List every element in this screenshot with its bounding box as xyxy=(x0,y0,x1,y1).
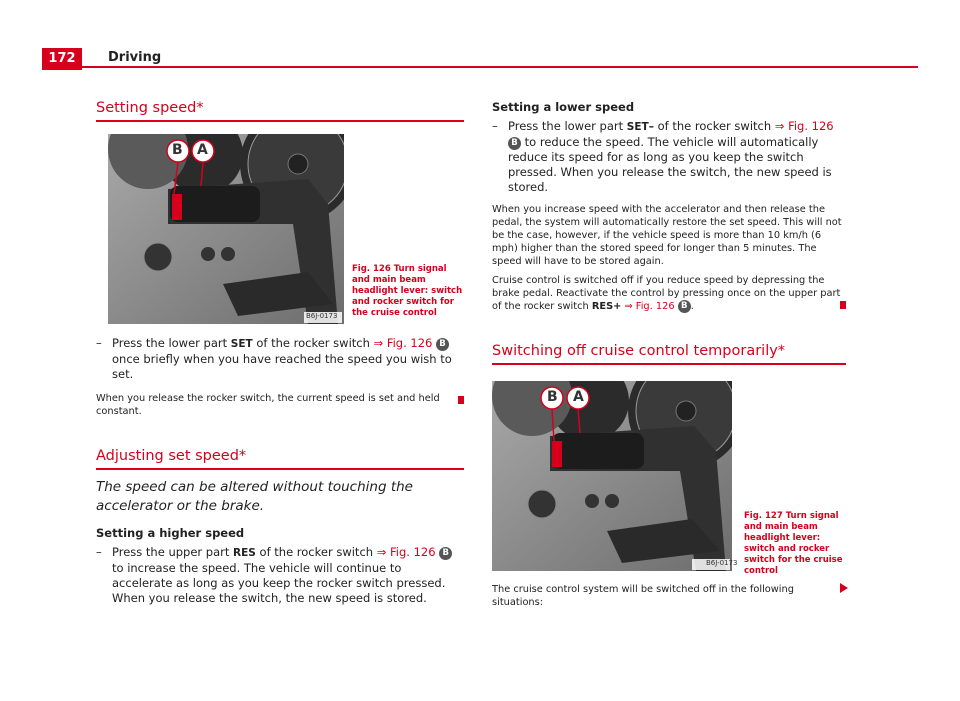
key-set: SET xyxy=(230,338,253,350)
step-text: once briefly when you have reached the speed you wish to set. xyxy=(112,352,452,381)
subhead-lower-speed: Setting a lower speed xyxy=(492,100,635,114)
para-text: . xyxy=(690,301,694,312)
figure-127 xyxy=(492,381,846,576)
callout-badge: B xyxy=(508,137,521,150)
key-res: RES xyxy=(233,547,256,559)
step-higher-speed xyxy=(96,545,464,606)
figure-link[interactable]: ⇒ Fig. 126 xyxy=(621,301,675,312)
key-set-minus: SET– xyxy=(626,121,654,133)
figure-label-b: B xyxy=(547,389,558,405)
para-text: Cruise control is switched off if you reduce speed by depressing the brake pedal. Reactivate the control by pressing once on the upper part of the rocker switch xyxy=(492,275,841,312)
note-release: When you release the rocker switch, the current speed is set and held constant. xyxy=(96,393,440,417)
section-rule xyxy=(492,363,846,365)
end-of-section-mark xyxy=(458,396,464,404)
section-rule xyxy=(96,120,464,122)
subhead-higher-speed: Setting a higher speed xyxy=(96,526,245,540)
page-number: 172 xyxy=(42,48,82,70)
paragraph-switch-off-situations: The cruise control system will be switched off in the following situations: xyxy=(492,584,794,608)
section-title-setting-speed: Setting speed* xyxy=(96,100,204,116)
cruise-control-illustration xyxy=(492,381,732,571)
step-text: Press the lower part xyxy=(112,336,231,350)
right-column xyxy=(492,100,846,609)
left-column xyxy=(96,100,464,606)
step-text: to increase the speed. The vehicle will continue to accelerate as long as you keep the rocker switch pressed. When you release the switch, the new speed is stored. xyxy=(112,561,446,605)
step-text: Press the upper part xyxy=(112,545,234,559)
step-text: of the rocker switch xyxy=(252,336,374,350)
callout-badge: B xyxy=(439,547,452,560)
callout-badge: B xyxy=(436,338,449,351)
dash: – xyxy=(96,336,102,350)
section-rule xyxy=(96,468,464,470)
header-rule xyxy=(42,66,918,68)
paragraph-brake-off xyxy=(492,274,846,313)
figure-code: B6J-0173 xyxy=(706,559,738,567)
step-lower-speed xyxy=(492,119,846,195)
section-title-switching-off: Switching off cruise control temporarily* xyxy=(492,343,786,359)
end-of-section-mark xyxy=(840,301,846,309)
section-intro: The speed can be altered without touching the accelerator or the brake. xyxy=(96,479,413,514)
figure-code: B6J-0173 xyxy=(306,312,338,320)
callout-badge: B xyxy=(678,300,691,313)
continue-arrow-icon xyxy=(840,583,848,593)
step-text: of the rocker switch xyxy=(653,119,775,133)
figure-link[interactable]: ⇒ Fig. 126 xyxy=(373,336,433,350)
step-text: Press the lower part xyxy=(508,119,627,133)
section-title-adjusting: Adjusting set speed* xyxy=(96,448,247,464)
figure-caption: Fig. 127 Turn signal and main beam headlight lever: switch and rocker switch for the cruise control xyxy=(744,511,843,576)
cruise-control-illustration xyxy=(108,134,344,324)
step-text: to reduce the speed. The vehicle will automatically reduce its speed for as long as you keep the switch pressed. When you release the switch, the new speed is stored. xyxy=(508,135,832,194)
figure-126 xyxy=(96,134,464,324)
figure-link[interactable]: ⇒ Fig. 126 xyxy=(774,119,834,133)
key-res-plus: RES+ xyxy=(591,301,622,312)
figure-label-a: A xyxy=(197,142,208,158)
figure-link[interactable]: ⇒ Fig. 126 xyxy=(376,545,436,559)
step-text: of the rocker switch xyxy=(255,545,377,559)
figure-label-a: A xyxy=(573,389,584,405)
figure-caption: Fig. 126 Turn signal and main beam headlight lever: switch and rocker switch for the cruise control xyxy=(352,264,463,318)
dash: – xyxy=(492,119,498,133)
chapter-title: Driving xyxy=(108,50,162,65)
figure-label-b: B xyxy=(172,142,183,158)
dash: – xyxy=(96,545,102,559)
step-set-speed xyxy=(96,336,464,382)
paragraph-restore-speed: When you increase speed with the accelerator and then release the pedal, the system will automatically restore the set speed. This will not be the case, however, if the vehicle speed is more than 10 km/h (6 mph) higher than the stored speed for longer than 5 minutes. The speed will have to be stored again. xyxy=(492,204,842,267)
